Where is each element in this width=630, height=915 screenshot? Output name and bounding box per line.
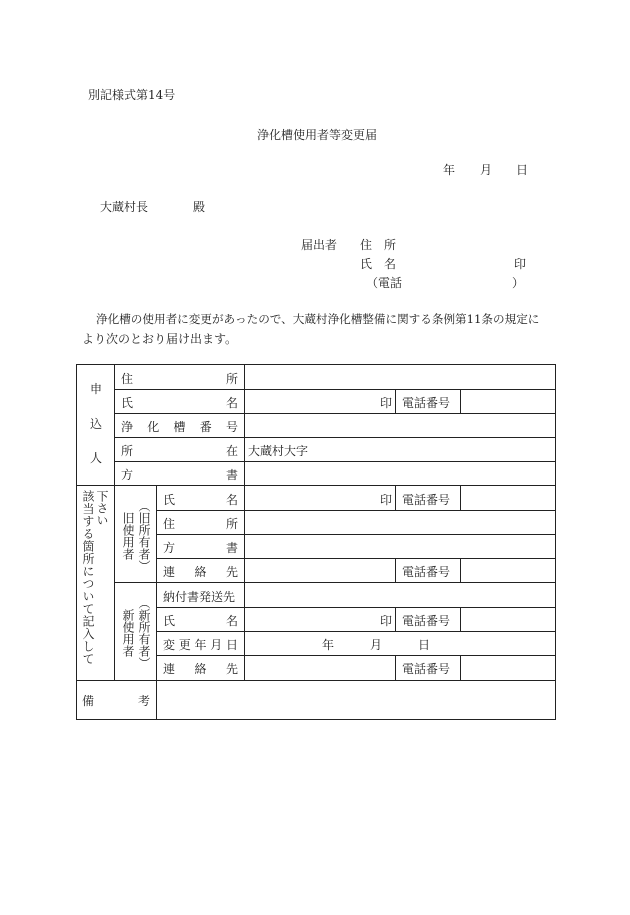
table-line <box>460 607 461 631</box>
addressee-name: 大蔵村長 <box>100 200 149 214</box>
location-label <box>121 442 238 459</box>
label-char: 更 <box>178 638 191 652</box>
new-user-col1: （新所有者） <box>137 597 151 669</box>
table-line <box>156 607 556 608</box>
notifier-seal: 印 <box>514 257 527 271</box>
body-text-line-2: より次のとおり届け出ます。 <box>82 332 238 346</box>
label-char: 連 <box>163 662 176 676</box>
label-char: 号 <box>225 420 238 434</box>
addressee-honorific: 殿 <box>193 200 206 214</box>
table-line <box>156 631 556 632</box>
date-day-label: 日 <box>516 163 529 177</box>
change-date-year: 年 <box>322 638 335 652</box>
old-name-label <box>163 491 238 508</box>
old-seal: 印 <box>380 493 393 507</box>
applicant-header <box>88 380 104 466</box>
applicant-seal: 印 <box>380 396 393 410</box>
label-char: 名 <box>225 493 238 507</box>
date-year-label: 年 <box>443 163 456 177</box>
remarks-label <box>82 692 150 709</box>
body-text-line-1: 浄化槽の使用者に変更があったので、大蔵村浄化槽整備に関する条例第11条の規定に <box>96 312 540 326</box>
applicant-char: 込 <box>89 416 102 431</box>
table-line <box>395 389 396 413</box>
table-line <box>460 655 461 680</box>
label-char: 先 <box>225 662 238 676</box>
notifier-phone-open: （電話 <box>366 276 403 290</box>
label-char: 在 <box>225 444 238 458</box>
table-line <box>114 364 115 680</box>
label-char: 住 <box>121 372 134 386</box>
table-line <box>460 558 461 582</box>
old-user-col1: （旧所有者） <box>137 500 151 572</box>
new-contact-phone-label: 電話番号 <box>402 662 451 676</box>
label-char: 住 <box>163 517 176 531</box>
label-char: 先 <box>225 565 238 579</box>
invoice-address-label: 納付書発送先 <box>163 590 236 604</box>
table-line <box>76 680 556 681</box>
label-char: 連 <box>163 565 176 579</box>
old-address-label <box>163 515 238 532</box>
label-char: 化 <box>147 420 160 434</box>
instruction-text-col2: 該当する箇所について記入して <box>81 490 95 665</box>
date-month-label: 月 <box>480 163 493 177</box>
table-line <box>244 364 245 680</box>
table-line <box>395 485 396 510</box>
instruction-text-col1: 下さい <box>95 490 109 526</box>
label-char: 槽 <box>173 420 186 434</box>
label-char: 備 <box>82 694 95 708</box>
applicant-phone-label: 電話番号 <box>402 396 451 410</box>
table-line <box>114 582 556 583</box>
table-line <box>76 485 556 486</box>
label-char: 氏 <box>121 396 134 410</box>
applicant-direction-label <box>121 466 238 483</box>
table-line <box>156 510 556 511</box>
table-line <box>114 413 556 414</box>
old-contact-label <box>163 563 238 580</box>
notifier-phone-close: ） <box>512 276 525 290</box>
table-line <box>156 485 157 720</box>
label-char: 氏 <box>163 614 176 628</box>
label-char: 年 <box>194 638 207 652</box>
table-line <box>395 607 396 631</box>
table-line <box>395 655 396 680</box>
label-char: 月 <box>210 638 223 652</box>
change-date-month: 月 <box>370 638 383 652</box>
label-char: 考 <box>137 694 150 708</box>
applicant-name-label <box>121 394 238 411</box>
label-char: 氏 <box>163 493 176 507</box>
label-char: 書 <box>225 468 238 482</box>
label-char: 名 <box>225 396 238 410</box>
new-contact-label <box>163 660 238 677</box>
table-line <box>114 461 556 462</box>
old-phone-label: 電話番号 <box>402 493 451 507</box>
form-number: 別記様式第14号 <box>88 88 176 102</box>
location-value: 大蔵村大字 <box>248 444 309 458</box>
label-char: 書 <box>225 541 238 555</box>
table-line <box>114 389 556 390</box>
label-char: 浄 <box>121 420 134 434</box>
page-title: 浄化槽使用者等変更届 <box>257 128 378 142</box>
label-char: 名 <box>225 614 238 628</box>
label-char: 番 <box>199 420 212 434</box>
change-date-day: 日 <box>418 638 431 652</box>
tank-number-label <box>121 418 238 435</box>
new-phone-label: 電話番号 <box>402 614 451 628</box>
table-line <box>395 558 396 582</box>
applicant-char: 申 <box>89 382 102 396</box>
label-char: 所 <box>225 372 238 386</box>
old-contact-phone-label: 電話番号 <box>402 565 451 579</box>
change-date-label <box>163 636 238 653</box>
label-char: 所 <box>121 444 134 458</box>
table-line <box>114 437 556 438</box>
old-user-col2: 旧使用者 <box>121 512 135 560</box>
old-direction-label <box>163 539 238 556</box>
notifier-address-label: 住 所 <box>360 238 397 252</box>
notifier-name-label: 氏 名 <box>360 257 397 271</box>
label-char: 方 <box>121 468 134 482</box>
applicant-address-label <box>121 370 238 387</box>
label-char: 絡 <box>194 565 207 579</box>
label-char: 方 <box>163 541 176 555</box>
label-char: 変 <box>163 638 176 652</box>
table-line <box>156 655 556 656</box>
new-name-label <box>163 612 238 629</box>
notifier-label: 届出者 <box>301 238 338 252</box>
table-line <box>460 389 461 413</box>
table-line <box>460 485 461 510</box>
applicant-char: 人 <box>89 451 102 465</box>
label-char: 絡 <box>194 662 207 676</box>
new-user-col2: 新使用者 <box>121 609 135 657</box>
label-char: 所 <box>225 517 238 531</box>
label-char: 日 <box>225 638 238 652</box>
table-line <box>156 558 556 559</box>
new-seal: 印 <box>380 614 393 628</box>
table-line <box>156 534 556 535</box>
